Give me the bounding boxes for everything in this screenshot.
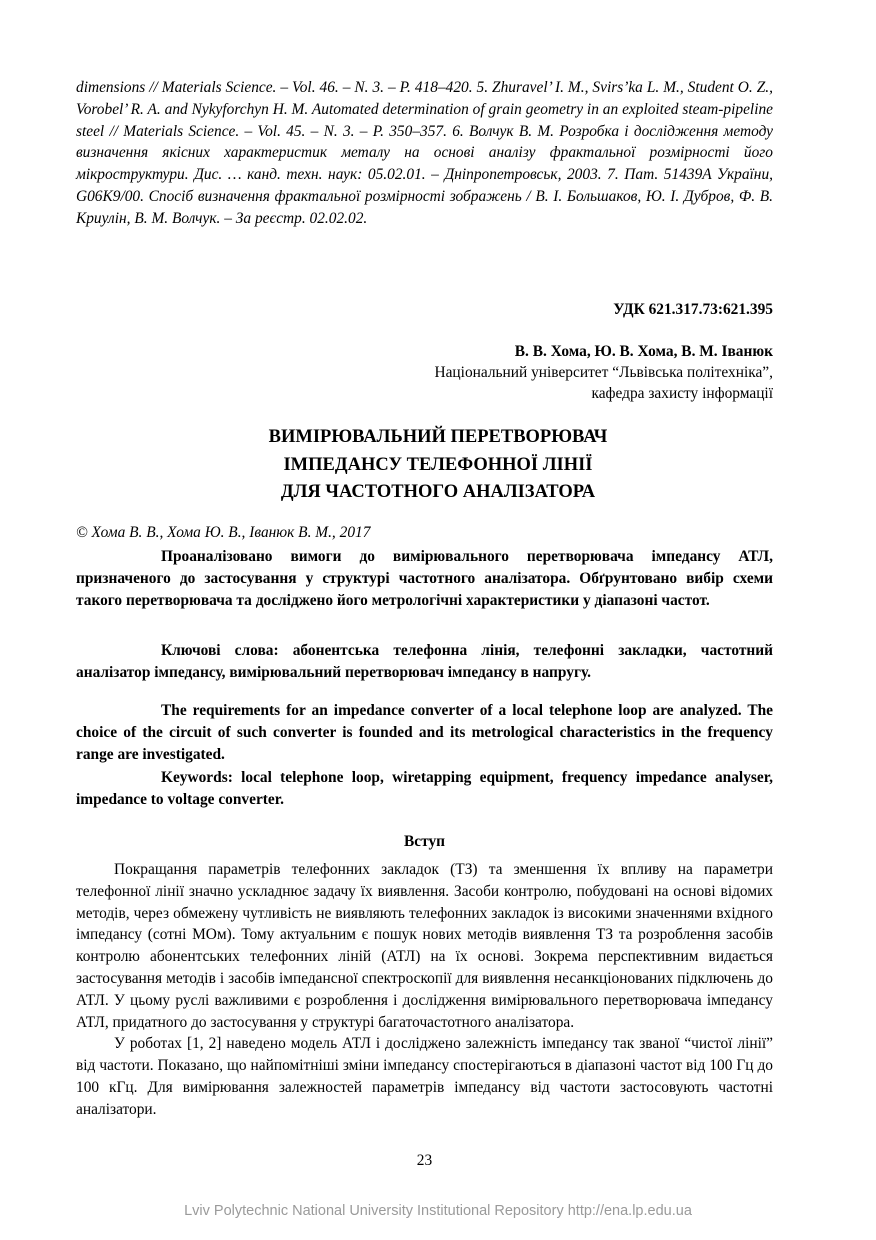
copyright: © Хома В. В., Хома Ю. В., Іванюк В. М., 2017 [76,524,371,541]
references-text: dimensions // Materials Science. – Vol. 46. – N. 3. – P. 418–420. 5. Zhuravel’ I. M., Svirs’ka L. M., Student O. Z., Vorobel’ R. A. and Nykyforchyn H. M. Automated determination of grain geometry in an exploited steam-pipeline steel // Materials Science. – Vol. 45. – N. 3. – P. 350–357. 6. Волчук В. М. Розробка і дослідження методу визначення якісних характеристик металу на основі аналізу фрактальної розмірності його мікроструктури. Дис. … канд. техн. наук: 05.02.01. – Дніпропетровськ, 2003. 7. Пат. 51439A України, G06K9/00. Спосіб визначення фрактальної розмірності зображень / В. І. Большаков, Ю. І. Дубров, Ф. В. Криулін, В. М. Волчук. – За реєстр. 02.02.02. [76,79,773,227]
abstract-ua [76,546,773,611]
affiliation-line-1: Національний університет “Львівська політехніка”, [434,364,773,381]
udc-code: УДК 621.317.73:621.395 [613,301,773,318]
references-tail [76,77,773,230]
section-heading: Вступ [403,833,446,850]
abstract-en [76,700,773,765]
body-text [76,859,773,1121]
affiliation-line-2: кафедра захисту інформації [591,385,773,402]
body-paragraph: У роботах [1, 2] наведено модель АТЛ і досліджено залежність імпедансу так званої “чистої лінії” від частоти. Показано, що найпомітніші зміни імпедансу спостерігаються в діапазоні частот від 100 Гц до 100 кГц. Для вимірювання залежностей параметрів імпедансу від частоти застосовують частотні аналізатори. [76,1035,773,1118]
page-number: 23 [416,1152,433,1169]
abstract-en-text: The requirements for an impedance converter of a local telephone loop are analyzed. The choice of the circuit of such converter is founded and its metrological characteristics in the frequency range are investigated. [76,702,773,763]
keywords-en [76,767,773,811]
authors: В. В. Хома, Ю. В. Хома, В. М. Іванюк [514,343,773,360]
title-line: ВИМІРЮВАЛЬНИЙ ПЕРЕТВОРЮВАЧ [268,427,608,447]
article-title [0,424,876,507]
keywords-ua [76,640,773,684]
keywords-en-text: Keywords: local telephone loop, wiretapping equipment, frequency impedance analyser, impedance to voltage converter. [76,769,773,808]
body-paragraph: Покращання параметрів телефонних закладок (ТЗ) та зменшення їх впливу на параметри телефонної лінії значно ускладнює задачу їх виявлення. Засоби контролю, побудовані на основі відомих методів, через обмежену чутливість не виявляють телефонних закладок із високими значеннями вхідного імпедансу (сотні МОм). Тому актуальним є пошук нових методів виявлення ТЗ та розроблення засобів контролю абонентських телефонних ліній (АТЛ) на їх основі. Зокрема перспективним видається застосування методів і засобів імпедансної спектроскопії для виявлення несанкціонованих підключень до АТЛ. У цьому руслі важливими є розроблення і дослідження вимірювального перетворювача імпедансу АТЛ, придатного до застосування у структурі багаточастотного аналізатора. [76,861,773,1031]
repository-footer: Lviv Polytechnic National University Institutional Repository http://ena.lp.edu.ua [184,1203,692,1219]
title-line: ІМПЕДАНСУ ТЕЛЕФОННОЇ ЛІНІЇ [283,454,593,475]
keywords-ua-text: Ключові слова: абонентська телефонна лінія, телефонні закладки, частотний аналізатор імпедансу, вимірювальний перетворювач імпедансу в напругу. [76,642,773,681]
title-line: ДЛЯ ЧАСТОТНОГО АНАЛІЗАТОРА [280,482,596,502]
abstract-ua-text: Проаналізовано вимоги до вимірювального перетворювача імпедансу АТЛ, призначеного до застосування у структурі частотного аналізатора. Обґрунтовано вибір схеми такого перетворювача та досліджено його метрологічні характеристики у діапазоні частот. [76,548,773,609]
